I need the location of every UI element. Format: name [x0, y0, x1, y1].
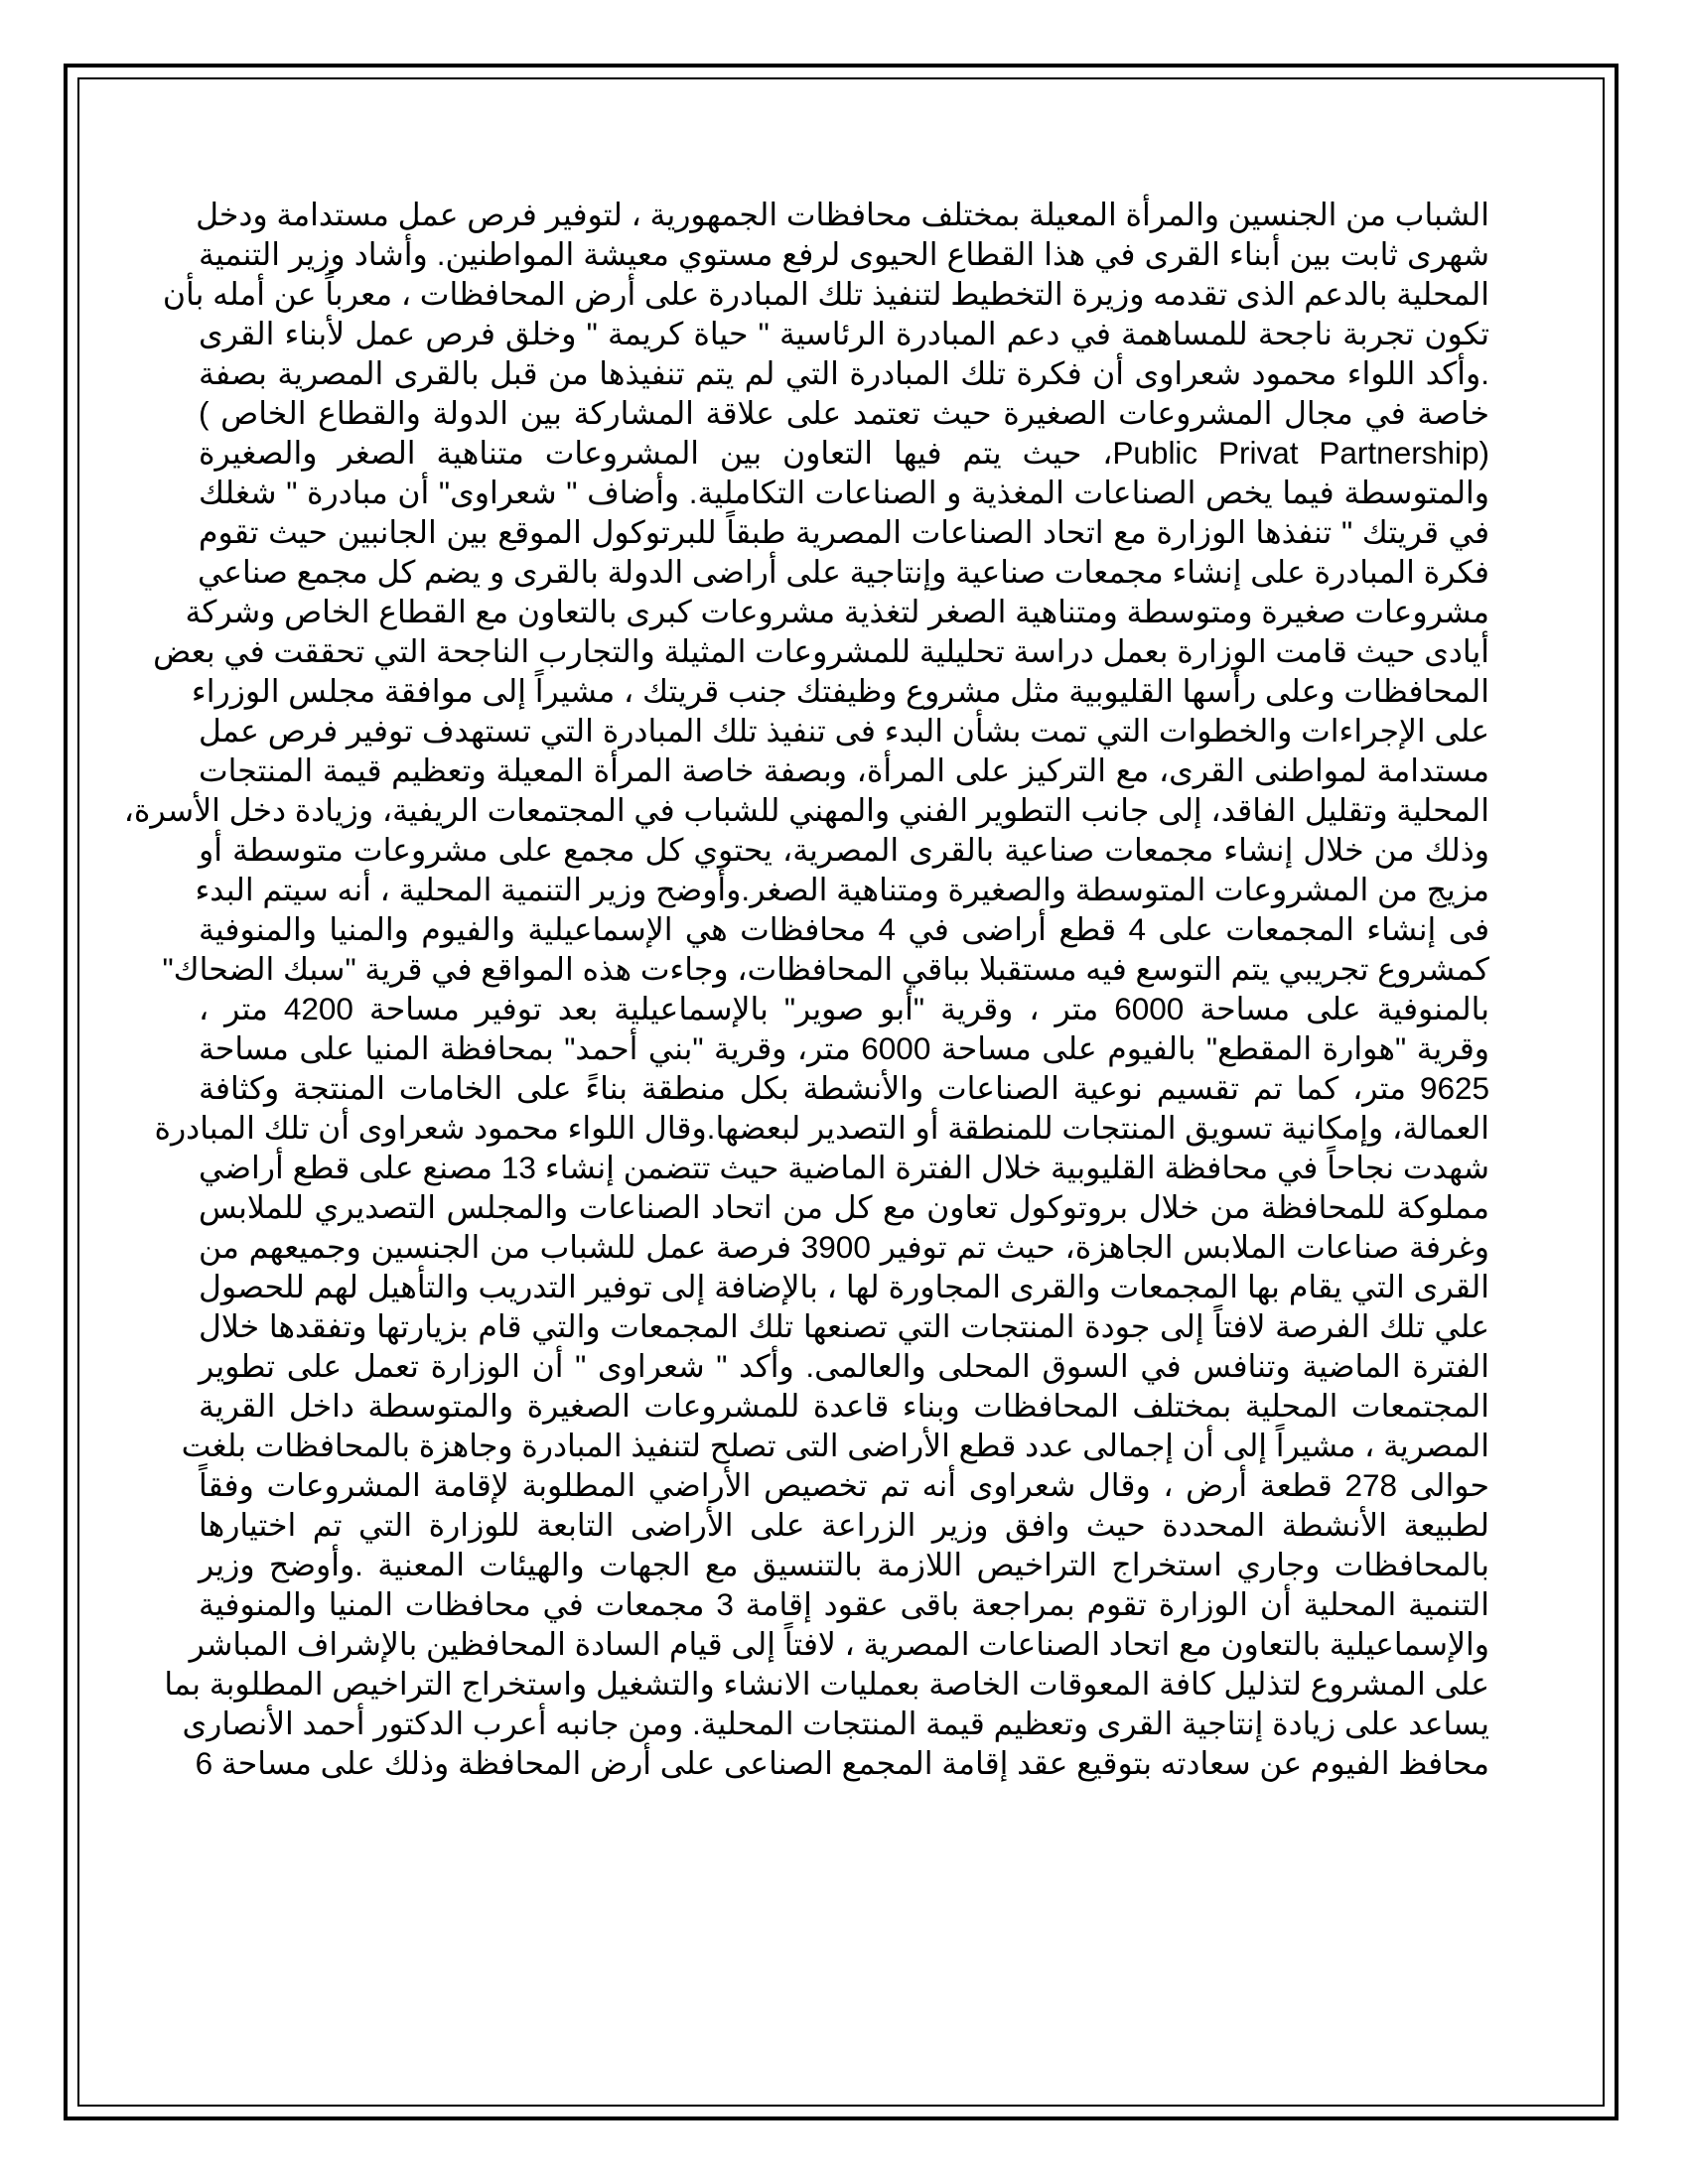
text-line: العمالة، وإمكانية تسويق المنتجات للمنطقة أو التصدير لبعضها.وقال اللواء محمود شعراوى أن تلك المبادرة: [154, 1110, 1489, 1146]
text-line: وقرية "هوارة المقطع" بالفيوم على مساحة 6000 متر، وقرية "بني أحمد" بمحافظة المنيا على مساحة: [199, 1030, 1489, 1066]
text-line: حوالى 278 قطعة أرض ، وقال شعراوى أنه تم تخصيص الأراضي المطلوبة لإقامة المشروعات وفقاً: [199, 1467, 1489, 1503]
text-line: (Public Privat Partnership، حيث يتم فيها التعاون بين المشروعات متناهية الصغر والصغيرة: [199, 435, 1489, 471]
text-line: فكرة المبادرة على إنشاء مجمعات صناعية وإنتاجية على أراضى الدولة بالقرى و يضم كل مجمع صناعي: [197, 554, 1489, 590]
text-line: محافظ الفيوم عن سعادته بتوقيع عقد إقامة المجمع الصناعى على أرض المحافظة وذلك على مساحة 6: [195, 1745, 1489, 1781]
text-line: علي تلك الفرصة لافتاً إلى جودة المنتجات التي تصنعها تلك المجمعات والتي قام بزيارتها وتفقدها خلال: [199, 1308, 1489, 1344]
text-line: في قريتك " تنفذها الوزارة مع اتحاد الصناعات المصرية طبقاً للبرتوكول الموقع بين الجانبين حيث تقوم: [199, 514, 1489, 550]
text-line: خاصة في مجال المشروعات الصغيرة حيث تعتمد على علاقة المشاركة بين الدولة والقطاع الخاص ): [199, 395, 1489, 431]
text-line: تكون تجربة ناجحة للمساهمة في دعم المبادرة الرئاسية " حياة كريمة " وخلق فرص عمل لأبناء القرى: [199, 316, 1489, 351]
text-line: يساعد على زيادة إنتاجية القرى وتعظيم قيمة المنتجات المحلية. ومن جانبه أعرب الدكتور أحمد الأنصارى: [182, 1706, 1489, 1741]
text-line: أيادى حيث قامت الوزارة بعمل دراسة تحليلية للمشروعات المثيلة والتجارب الناجحة التي تحققت في بعض: [153, 633, 1489, 669]
text-line: على المشروع لتذليل كافة المعوقات الخاصة بعمليات الانشاء والتشغيل واستخراج التراخيص المطلوبة بما: [164, 1666, 1489, 1702]
text-line: 9625 متر، كما تم تقسيم نوعية الصناعات والأنشطة بكل منطقة بناءً على الخامات المنتجة وكثافة: [199, 1070, 1489, 1106]
text-line: مستدامة لمواطنى القرى، مع التركيز على المرأة، وبصفة خاصة المرأة المعيلة وتعظيم قيمة المنتجات: [199, 752, 1489, 788]
text-line: .وأكد اللواء محمود شعراوى أن فكرة تلك المبادرة التي لم يتم تنفيذها من قبل بالقرى المصرية بصفة: [199, 355, 1489, 391]
text-line: المحلية بالدعم الذى تقدمه وزيرة التخطيط لتنفيذ تلك المبادرة على أرض المحافظات ، معرباً عن أمله بأن: [162, 276, 1489, 312]
text-line: الشباب من الجنسين والمرأة المعيلة بمختلف محافظات الجمهورية ، لتوفير فرص عمل مستدامة ودخل: [196, 197, 1489, 232]
text-line: على الإجراءات والخطوات التي تمت بشأن البدء فى تنفيذ تلك المبادرة التي تستهدف توفير فرص عمل: [199, 713, 1489, 749]
text-line: مشروعات صغيرة ومتوسطة ومتناهية الصغر لتغذية مشروعات كبرى بالتعاون مع القطاع الخاص وشركة: [185, 594, 1489, 629]
text-line: المحافظات وعلى رأسها القليوبية مثل مشروع وظيفتك جنب قريتك ، مشيراً إلى موافقة مجلس الوزراء: [191, 673, 1489, 709]
text-line: كمشروع تجريبي يتم التوسع فيه مستقبلا بباقي المحافظات، وجاءت هذه المواقع في قرية "سبك الضحاك": [162, 951, 1489, 987]
text-line: والإسماعيلية بالتعاون مع اتحاد الصناعات المصرية ، لافتاً إلى قيام السادة المحافظين بالإشراف المباشر: [189, 1626, 1489, 1662]
text-line: مزيج من المشروعات المتوسطة والصغيرة ومتناهية الصغر.وأوضح وزير التنمية المحلية ، أنه سيتم البدء: [195, 872, 1489, 907]
text-line: شهدت نجاحاً في محافظة القليوبية خلال الفترة الماضية حيث تتضمن إنشاء 13 مصنع على قطع أراضي: [199, 1150, 1489, 1185]
text-line: وذلك من خلال إنشاء مجمعات صناعية بالقرى المصرية، يحتوي كل مجمع على مشروعات متوسطة أو: [199, 832, 1489, 868]
text-line: المحلية وتقليل الفاقد، إلى جانب التطوير الفني والمهني للشباب في المجتمعات الريفية، وزيادة دخل الأسرة،: [123, 792, 1489, 828]
text-line: التنمية المحلية أن الوزارة تقوم بمراجعة باقى عقود إقامة 3 مجمعات في محافظات المنيا والمنوفية: [199, 1586, 1490, 1622]
text-line: بالمحافظات وجاري استخراج التراخيص اللازمة بالتنسيق مع الجهات والهيئات المعنية .وأوضح وزير: [199, 1547, 1489, 1582]
text-line: فى إنشاء المجمعات على 4 قطع أراضى في 4 محافظات هي الإسماعيلية والفيوم والمنيا والمنوفية: [199, 911, 1490, 947]
text-line: وغرفة صناعات الملابس الجاهزة، حيث تم توفير 3900 فرصة عمل للشباب من الجنسين وجميعهم من: [199, 1229, 1489, 1265]
text-line: الفترة الماضية وتنافس في السوق المحلى والعالمى. وأكد " شعراوى " أن الوزارة تعمل على تطوير: [199, 1348, 1489, 1384]
text-line: المجتمعات المحلية بمختلف المحافظات وبناء قاعدة للمشروعات الصغيرة والمتوسطة داخل القرية: [199, 1388, 1489, 1424]
text-line: بالمنوفية على مساحة 6000 متر ، وقرية "أبو صوير" بالإسماعيلية بعد توفير مساحة 4200 متر ،: [199, 991, 1489, 1026]
text-line: مملوكة للمحافظة من خلال بروتوكول تعاون مع كل من اتحاد الصناعات والمجلس التصديري للملابس: [199, 1189, 1489, 1225]
text-line: القرى التي يقام بها المجمعات والقرى المجاورة لها ، بالإضافة إلى توفير التدريب والتأهيل لهم للحصول: [199, 1269, 1489, 1304]
text-line: لطبيعة الأنشطة المحددة حيث وافق وزير الزراعة على الأراضى التابعة للوزارة التي تم اختيارها: [199, 1507, 1489, 1543]
text-line: والمتوسطة فيما يخص الصناعات المغذية و الصناعات التكاملية. وأضاف " شعراوى" أن مبادرة " شغلك: [199, 475, 1489, 510]
text-line: شهرى ثابت بين أبناء القرى في هذا القطاع الحيوى لرفع مستوي معيشة المواطنين. وأشاد وزير التنمية: [199, 236, 1489, 272]
article-body: [123, 195, 1490, 1783]
text-line: المصرية ، مشيراً إلى أن إجمالى عدد قطع الأراضى التى تصلح لتنفيذ المبادرة وجاهزة بالمحافظات بلغت: [181, 1428, 1489, 1463]
